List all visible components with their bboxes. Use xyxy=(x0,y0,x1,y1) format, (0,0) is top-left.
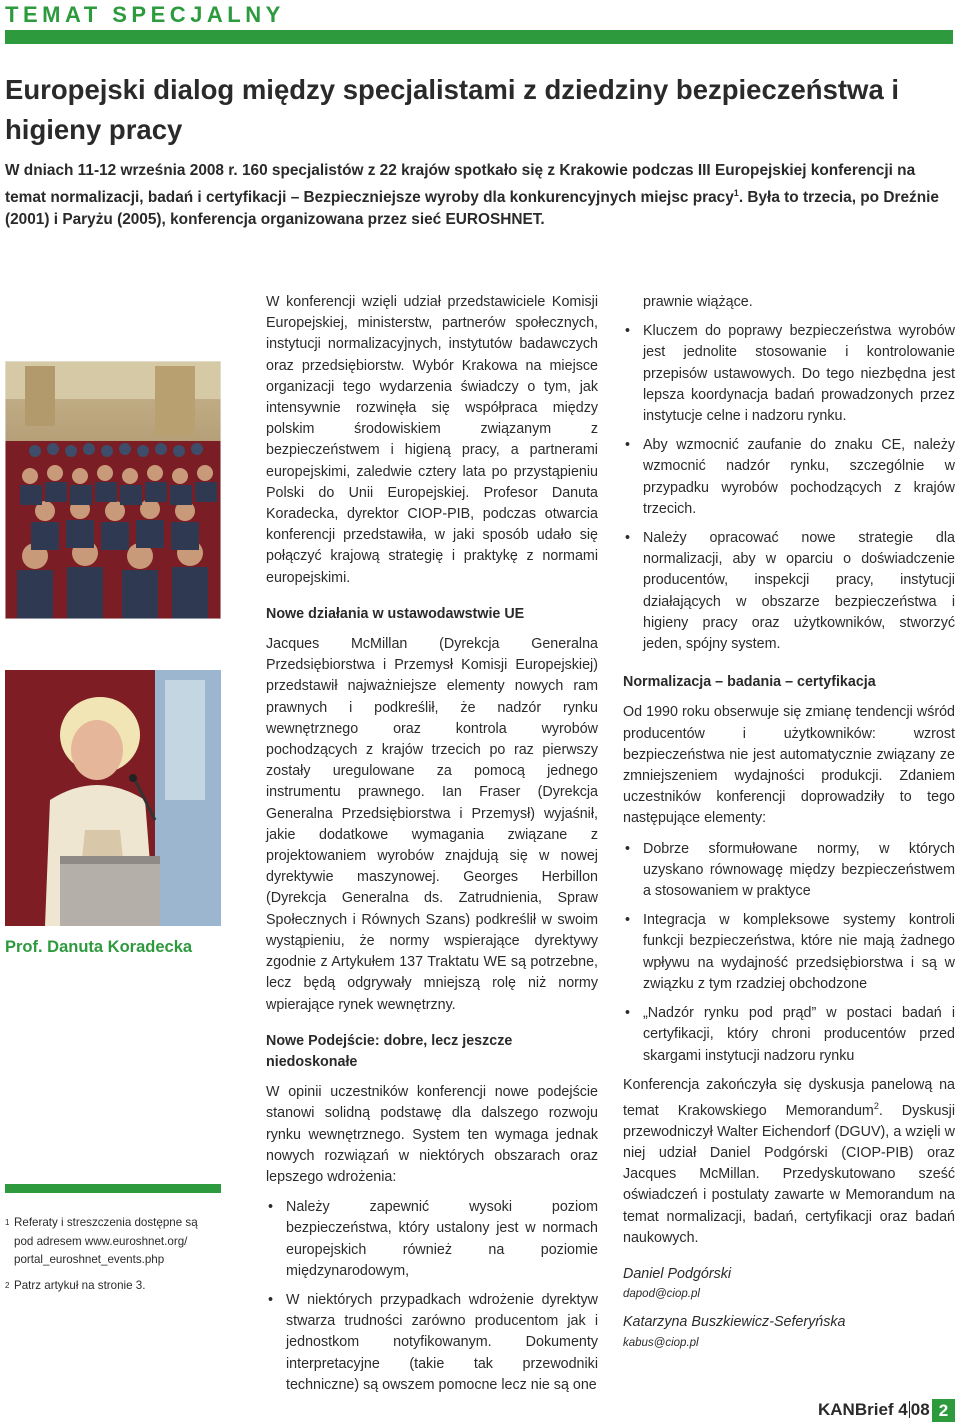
list-item: • Należy zapewnić wysoki poziom bezpieczeństwa, który ustalony jest w normach europejskich również na poziomie międzynarodowym, xyxy=(268,1199,598,1279)
list-item: • „Nadzór rynku pod prąd” w postaci badań i certyfikacji, który chroni producentów przed skargami instytucji nadzoru rynku xyxy=(625,1005,955,1064)
list-item-text: Integracja w kompleksowe systemy kontroli funkcji bezpieczeństwa, które nie mają żadnego wpływu na wydajność przedsiębiorstwa i są w związku z tym rzadziej obchodzone xyxy=(643,912,955,992)
list-item-text: Należy opracować nowe strategie dla normalizacji, aby w oparciu o doświadczenie producentów, inspekcji pracy, instytucji działających w obszarze bezpieczeństwa i higieny pracy oraz użytkowników, stworzyć jeden, spójny system. xyxy=(643,530,955,653)
author-name: Katarzyna Buszkiewicz-Seferyńska xyxy=(623,1314,846,1331)
article-intro xyxy=(5,160,955,231)
bullet-list xyxy=(623,839,955,1067)
photo-caption: Prof. Danuta Koradecka xyxy=(5,938,193,956)
issue-number: 08 xyxy=(910,1400,930,1419)
article-column-middle xyxy=(266,292,598,1404)
brand-divider xyxy=(909,1401,910,1418)
intro-part1: W dniach 11-12 września 2008 r. 160 specjalistów z 22 krajów spotkało się z Krakowie podczas III Europejskiej konferencji na temat normalizacji, badań i certyfikacji – Bezpieczniejsze wyroby dla konkurencyjnych miejsc pracy xyxy=(5,162,916,207)
footnote-number: 1 xyxy=(5,1218,10,1227)
speaker-photo xyxy=(5,670,221,926)
bullet-list xyxy=(266,1197,598,1396)
footnote-text: Referaty i streszczenia dostępne są pod adresem www.euroshnet.org/ portal_euroshnet_events.php xyxy=(14,1216,198,1266)
list-item-text: „Nadzór rynku pod prąd” w postaci badań i certyfikacji, który chroni producentów przed skargami instytucji nadzoru rynku xyxy=(643,1005,955,1064)
publication-brand xyxy=(818,1400,930,1420)
header-bar xyxy=(5,30,953,44)
paragraph: Jacques McMillan (Dyrekcja Generalna Przedsiębiorstwa i Przemysł Komisji Europejskiej) przedstawił najważniejsze elementy nowych ram prawnych i podkreślił, że nadzór rynku wewnętrznego oraz kontrola wyrobów pochodzących z krajów trzecich po raz pierwszy zostały uregulowane za pomocą jednego instrumentu prawnego. Ian Fraser (Dyrekcja Generalna Przedsiębiorstwa i Przemysł) wyjaśnił, jakie dodatkowe wymagania związane z projektowaniem wyrobów znajdują się w nowej dyrektywie maszynowej. Georges Herbillon (Dyrekcja Generalna ds. Zatrudnienia, Spraw Społecznych i Równych Szans) podkreślił w swoim wystąpieniu, że normy wspierające dyrektywy zgodnie z Artykułem 137 Traktatu WE są potrzebne, lecz będą odgrywały mniejszą rolę niż normy wpierające rynek wewnętrzny. xyxy=(266,636,598,1013)
subheading: Nowe Podejście: dobre, lecz jeszcze niedoskonałe xyxy=(266,1032,513,1070)
bullet-list xyxy=(623,321,955,655)
list-item-text: Kluczem do poprawy bezpieczeństwa wyrobów jest jednolite stosowanie i kontrolowanie przepisów ustawowych. Do tego niezbędna jest lepsza koordynacja badań prowadzonych przez instytucje celne i nadzoru rynku. xyxy=(643,323,955,425)
brand-name: KANBrief 4 xyxy=(818,1400,908,1419)
list-item: • Dobrze sformułowane normy, w których uzyskano równowagę między bezpieczeństwem a stosowaniem w praktyce xyxy=(625,840,955,900)
paragraph xyxy=(623,1075,955,1249)
list-item: • Integracja w kompleksowe systemy kontroli funkcji bezpieczeństwa, które nie mają żadnego wpływu na wydajność przedsiębiorstwa i są w związku z tym rzadziej obchodzone xyxy=(625,912,955,992)
paragraph-part: . Dyskusji przewodniczył Walter Eichendorf (DGUV), a wzięli w niej udział Daniel Podgórski (CIOP-PIB) oraz Jacques McMillan. Przedyskutowano sześć oświadczeń i postulaty zawarte w Memorandum na temat normalizacji, badań, certyfikacji oraz badań naukowych. xyxy=(623,1102,955,1246)
footnote-ref: 2 xyxy=(873,1100,879,1111)
footnote-text: Patrz artykuł na stronie 3. xyxy=(14,1279,146,1292)
paragraph: W opinii uczestników konferencji nowe podejście stanowi solidną podstawę dla dalszego rozwoju rynku wewnętrznego. System ten wymaga jednak nowych rozwiązań w niektórych obszarach oraz lepszego wdrożenia: xyxy=(266,1084,598,1185)
article-headline: Europejski dialog między specjalistami z dziedziny bezpieczeństwa i higieny pracy xyxy=(5,74,900,145)
list-item-text: W niektórych przypadkach wdrożenie dyrektyw stwarza trudności zarówno producentom jak i jednostkom notyfikowanym. Dokumenty interpretacyjne (takie tak przewodniki techniczne) są owszem pomocne lecz nie są one xyxy=(286,1291,598,1393)
footnote-bar xyxy=(5,1184,221,1193)
list-item-text: Dobrze sformułowane normy, w których uzyskano równowagę między bezpieczeństwem a stosowaniem w praktyce xyxy=(643,840,955,900)
author-name: Daniel Podgórski xyxy=(623,1266,732,1283)
list-item-text: Aby wzmocnić zaufanie do znaku CE, należy wzmocnić nadzór rynku, szczególnie w przypadku wyrobów pochodzących z krajów trzecich. xyxy=(643,437,955,517)
footnote-2 xyxy=(5,1277,220,1296)
paragraph: W konferencji wzięli udział przedstawiciele Komisji Europejskiej, ministerstw, partnerów społecznych, instytucji normalizacyjnych, instytutów badawczych oraz przedsiębiorstw. Wybór Krakowa na miejsce organizacji tego wydarzenia świadczy o tym, jak intensywnie rozwinęła się współpraca między polskim środowiskiem związanym z bezpieczeństwem i higieną pracy, a partnerami europejskimi, zaledwie cztery lata po przystąpieniu Polski do Unii Europejskiej. Profesor Danuta Koradecka, dyrektor CIOP-PIB, podczas otwarcia konferencji przedstawiła, w jaki sposób udało się połączyć krajową strategię i praktykę z normami europejskimi. xyxy=(266,294,598,586)
list-item-text: Należy zapewnić wysoki poziom bezpieczeństwa, który ustalony jest w normach europejskich również na poziomie międzynarodowym, xyxy=(286,1199,598,1279)
paragraph-part: Konferencja zakończyła się dyskusja panelową na temat Krakowskiego Memorandum xyxy=(623,1076,955,1119)
list-item: • Należy opracować nowe strategie dla normalizacji, aby w oparciu o doświadczenie producentów, inspekcji pracy, instytucji działających w obszarze bezpieczeństwa i higieny pracy oraz użytkowników, stworzyć jeden, spójny system. xyxy=(625,530,955,653)
section-label: TEMAT SPECJALNY xyxy=(5,2,285,27)
list-item: • Aby wzmocnić zaufanie do znaku CE, należy wzmocnić nadzór rynku, szczególnie w przypadku wyrobów pochodzących z krajów trzecich. xyxy=(625,437,955,517)
footnote-number: 2 xyxy=(5,1281,10,1290)
list-item: • W niektórych przypadkach wdrożenie dyrektyw stwarza trudności zarówno producentom jak i jednostkom notyfikowanym. Dokumenty interpretacyjne (takie tak przewodniki techniczne) są owszem pomocne lecz nie są one xyxy=(268,1291,598,1393)
paragraph: Od 1990 roku obserwuje się zmianę tendencji wśród producentów i użytkowników: wzrost bezpieczeństwa nie jest automatycznie związany ze zmniejszeniem wydajności produkcji. Zdaniem uczestników konferencji doprowadziły to tego następujące elementy: xyxy=(623,704,955,827)
footnote-1 xyxy=(5,1214,220,1270)
list-item: • Kluczem do poprawy bezpieczeństwa wyrobów jest jednolite stosowanie i kontrolowanie przepisów ustawowych. Do tego niezbędna jest lepsza koordynacja badań prowadzonych przez instytucje celne i nadzoru rynku. xyxy=(625,323,955,425)
author-email[interactable]: dapod@ciop.pl xyxy=(623,1288,700,1301)
author-email[interactable]: kabus@ciop.pl xyxy=(623,1336,699,1349)
intro-footnote-ref: 1 xyxy=(733,188,739,198)
conference-audience-photo xyxy=(5,361,221,619)
intro-part2: . Była to trzecia, po Dreźnie (2001) i Paryżu (2005), konferencja organizowana przez sieć EUROSHNET. xyxy=(5,189,939,229)
subheading: Normalizacja – badania – certyfikacja xyxy=(623,674,876,691)
paragraph-continuation: prawnie wiążące. xyxy=(643,294,753,310)
subheading: Nowe działania w ustawodawstwie UE xyxy=(266,605,525,622)
article-column-right xyxy=(623,292,955,1352)
page-number: 2 xyxy=(932,1399,955,1422)
